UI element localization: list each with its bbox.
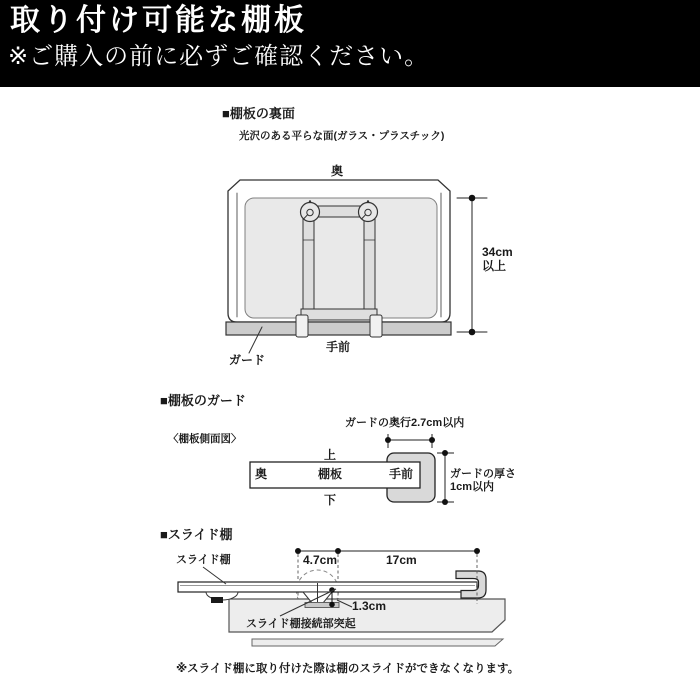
mount-right-bar: [364, 217, 375, 312]
dim-13cm: 1.3cm: [352, 599, 387, 613]
suction-cup-right-pin: [367, 200, 369, 202]
page-subtitle: ※ご購入の前に必ずご確認ください。: [8, 43, 430, 70]
dimension-guard-depth: [385, 434, 435, 448]
dim-34cm-value: 34cm: [482, 245, 513, 259]
label-guard: ガード: [229, 353, 266, 367]
label-top: 上: [324, 448, 337, 462]
label-bottom: 下: [324, 493, 337, 507]
slide-shelf-note: ※スライド棚に取り付けた際は棚のスライドができなくなります。: [176, 663, 520, 675]
bottom-rail: [252, 639, 503, 646]
label-front-side: 手前: [326, 340, 351, 354]
label-back: 奥: [255, 467, 268, 481]
label-slide-shelf: スライド棚: [176, 554, 231, 566]
dim-47cm: 4.7cm: [303, 553, 338, 567]
suction-cup-right: [359, 203, 378, 222]
slide-shelf-bar: [178, 582, 477, 592]
suction-cup-left: [301, 203, 320, 222]
label-front: 手前: [389, 467, 414, 481]
dim-17cm: 17cm: [386, 553, 417, 567]
page-title: 取り付け可能な棚板: [10, 4, 307, 37]
dim-guard-depth-label: ガードの奥行2.7cm以内: [345, 417, 465, 429]
dim-guard-thickness-line2: 1cm以内: [450, 481, 495, 493]
label-protrusion: スライド棚接続部突起: [246, 618, 356, 630]
section-subheading-shelf-back: 光沢のある平らな面(ガラス・プラスチック): [239, 130, 445, 142]
section-heading-shelf-back: ■棚板の裏面: [222, 106, 295, 121]
section-heading-slide-shelf: ■スライド棚: [160, 527, 233, 542]
section-heading-shelf-guard: ■棚板のガード: [160, 393, 246, 408]
clip-right: [370, 315, 382, 337]
suction-cup-left-pin: [309, 200, 311, 202]
slide-rail-stopper: [211, 597, 223, 603]
label-back-side: 奥: [331, 164, 344, 178]
shelf-guard-diagram: [250, 434, 454, 505]
label-board: 棚板: [318, 467, 343, 481]
mount-left-bar: [303, 217, 314, 312]
dim-34cm-qualifier: 以上: [482, 259, 507, 273]
dim-guard-thickness-line1: ガードの厚さ: [450, 468, 516, 480]
mount-bottom-bar: [301, 309, 377, 320]
shelf-back-diagram: [226, 180, 487, 353]
side-view-caption: 〈棚板側面図〉: [168, 433, 242, 445]
clip-left: [296, 315, 308, 337]
guard-bar: [226, 322, 451, 335]
